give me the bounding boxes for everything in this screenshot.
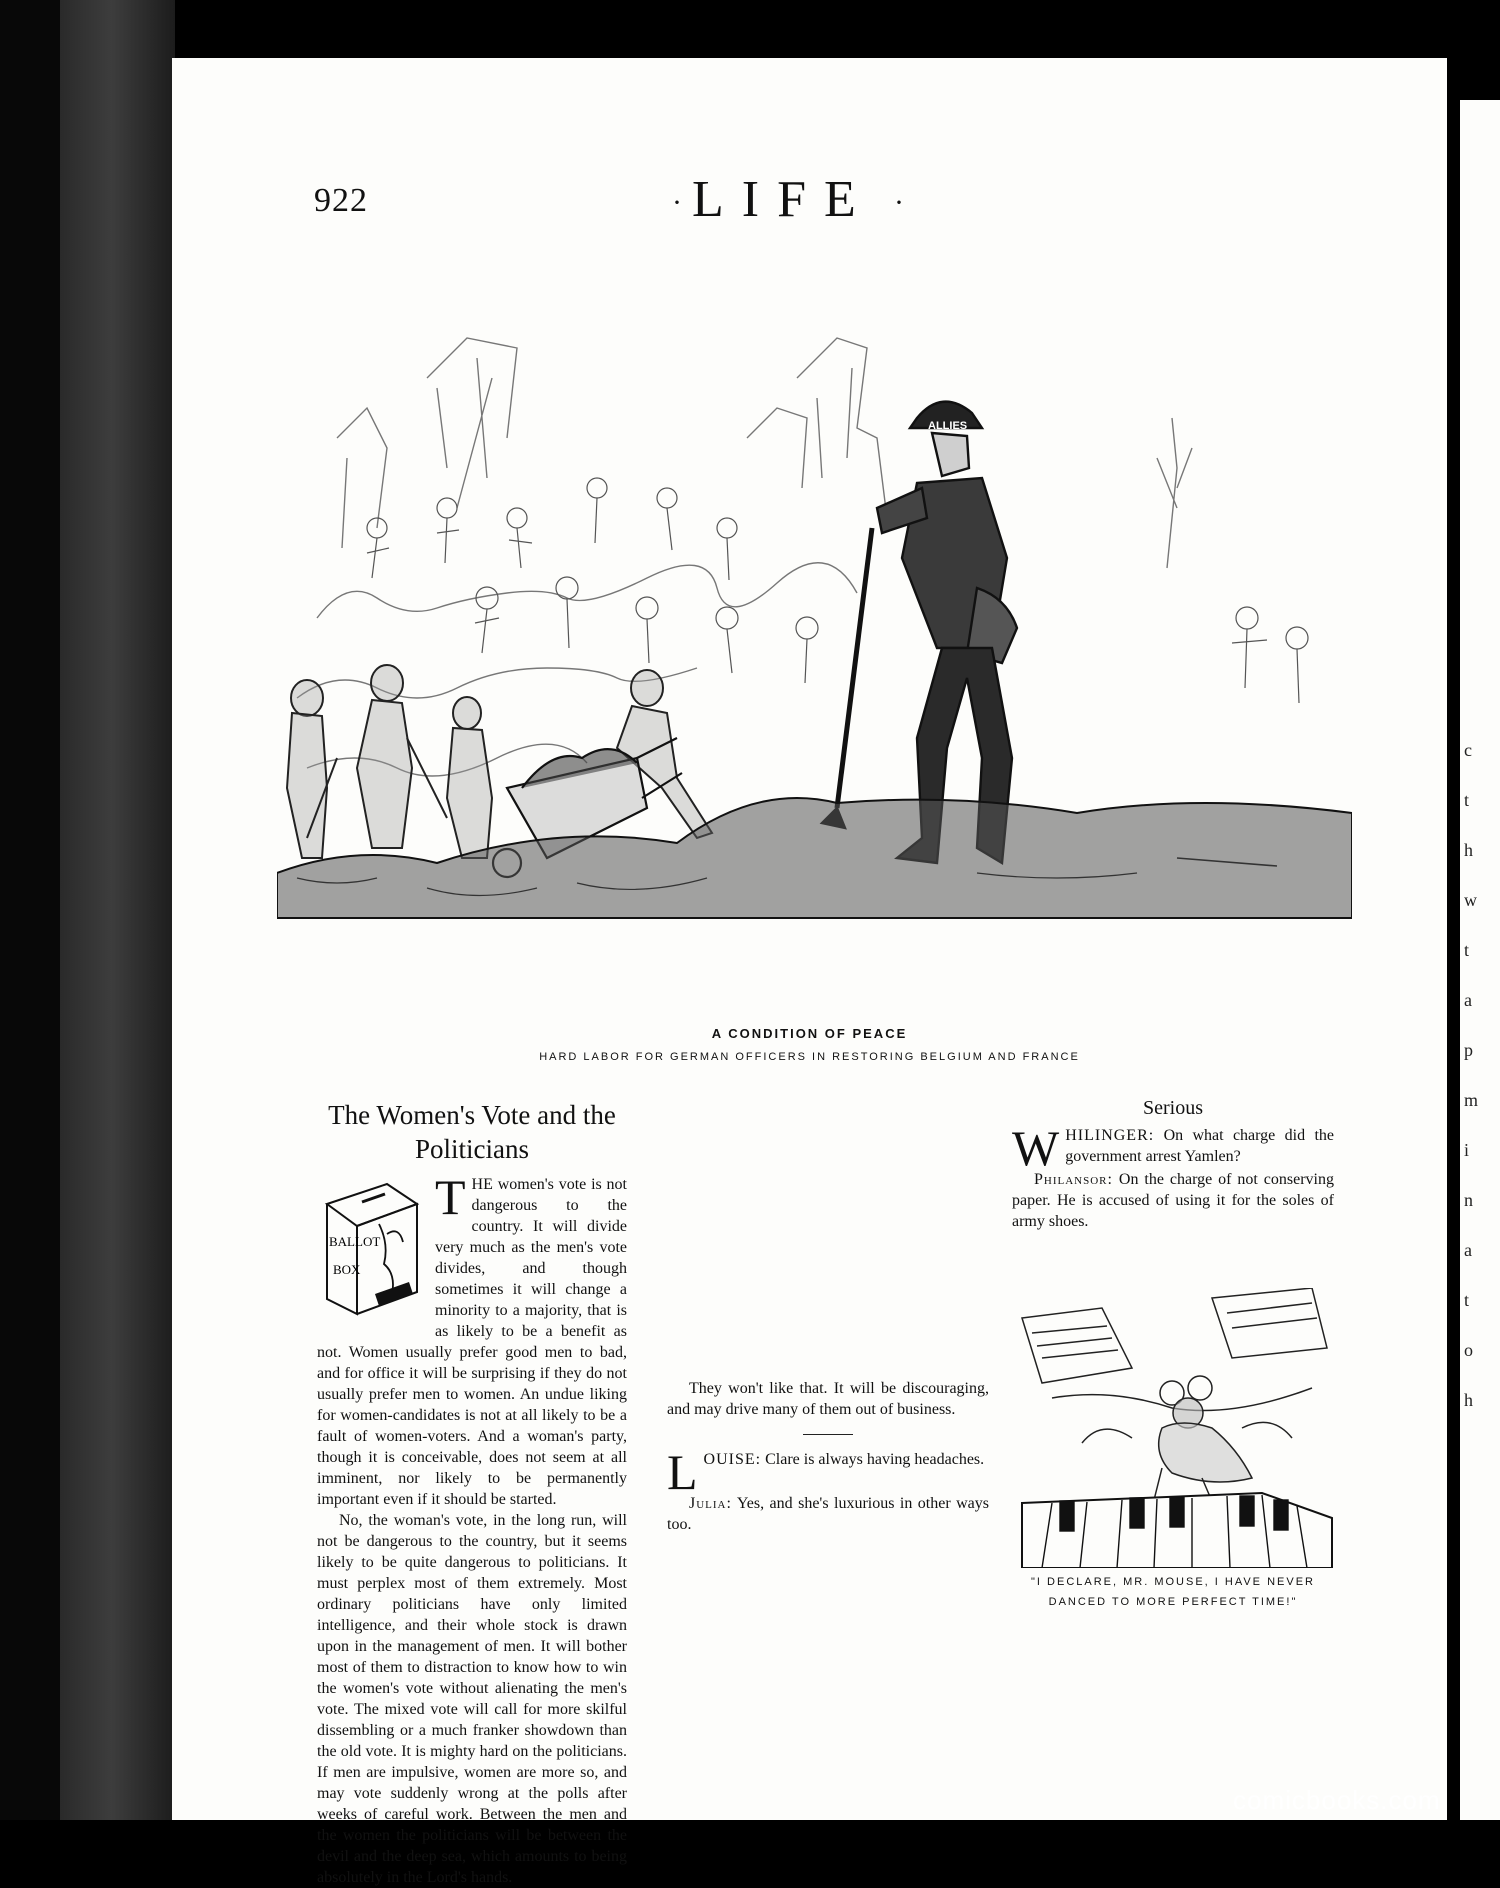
article-paragraph: No, the woman's vote, in the long run, will not be dangerous to the country, but it seems likely to be quite dangerous to politicians. It must perplex most of them extremely. Most ordinary politicians have only limited intelligence, and their whole stock is drawn upon in the management of men. It will bother most of them to distraction to know how to win the women's vote without alienating the men's vote. The mixed vote will call for more skilful dissembling or a much franker showdown than the old vote. It is mighty hard on the politicians. If men are impulsive, women are more so, and may vote suddenly wrong at the polls after weeks of careful work. Between the men and the women the politicians will be between the devil and the deep sea, which amounts to being absolutely in the Lord's hands. [317, 1512, 627, 1886]
article-paragraph: HE women's vote is not dangerous to the country. It will divide very much as the men's vote divides, and though sometimes it will change a minority to a majority, that is as likely to be a benefit as not. Women usually prefer good men to bad, and for office it will be surprising if they do not usually prefer men to women. An undue liking for women-candidates is not at all likely to be a fault of women-voters. And a woman's party, though it is conceivable, does not seem at all imminent, nor likely to be permanently important even if it should be started. [317, 1176, 627, 1508]
masthead-ornament: · [672, 186, 682, 219]
masthead: LIFE [692, 171, 874, 228]
cartoon-illustration [277, 318, 1352, 1023]
magazine-page [172, 58, 1447, 1886]
drop-cap: W [1012, 1120, 1060, 1176]
caption-line: DANCED TO MORE PERFECT TIME!" [1048, 1596, 1298, 1608]
book-spine [60, 0, 175, 1820]
mouse-cartoon-caption [1012, 1572, 1334, 1612]
facing-page-edge: c t h w t a p m i n a t o h [1460, 100, 1500, 1820]
caption-line: "I DECLARE, MR. MOUSE, I HAVE NEVER [1031, 1576, 1315, 1588]
dialogue-line: On the charge of not conserving paper. He is accused of using it for the soles of army shoes. [1012, 1171, 1335, 1230]
masthead-ornament: · [894, 186, 904, 219]
drop-cap: L [667, 1444, 698, 1500]
page-number: 922 [314, 182, 368, 219]
article-title: The Women's Vote and the Politicians [328, 1100, 616, 1164]
section-divider [803, 1434, 853, 1435]
dialogue-line: Yes, and she's luxurious in other ways too. [667, 1495, 989, 1533]
helmet-label: ALLIES [928, 420, 968, 432]
scan-background [0, 0, 60, 1820]
speaker-name: Julia: [689, 1495, 732, 1512]
speaker-name: Philansor: [1034, 1171, 1113, 1188]
mouse-cartoon-illustration [1012, 1288, 1334, 1568]
article-column-2 [667, 1378, 989, 1535]
serious-column [1012, 1098, 1334, 1612]
article-paragraph: They won't like that. It will be discouraging, and may drive many of them out of business. [667, 1380, 989, 1418]
speaker-name: HILINGER: [1065, 1127, 1155, 1144]
article-column-1 [317, 1098, 627, 1888]
watermark: comicbooks.com [1233, 1785, 1441, 1815]
cartoon-subtitle: HARD LABOR FOR GERMAN OFFICERS IN RESTORING BELGIUM AND FRANCE [539, 1051, 1080, 1063]
speaker-name: OUISE: [703, 1451, 762, 1468]
ballot-box-label-1: BALLOT [329, 1234, 381, 1249]
dialogue-line: On what charge did the government arrest Yamlen? [1065, 1127, 1335, 1165]
cartoon-title: A CONDITION OF PEACE [711, 1026, 908, 1041]
dialogue-line: Clare is always having headaches. [765, 1451, 985, 1468]
section-title: Serious [1143, 1097, 1203, 1119]
drop-cap: T [435, 1169, 466, 1225]
ballot-box-illustration [317, 1174, 425, 1322]
ballot-box-label-2: BOX [333, 1262, 361, 1277]
